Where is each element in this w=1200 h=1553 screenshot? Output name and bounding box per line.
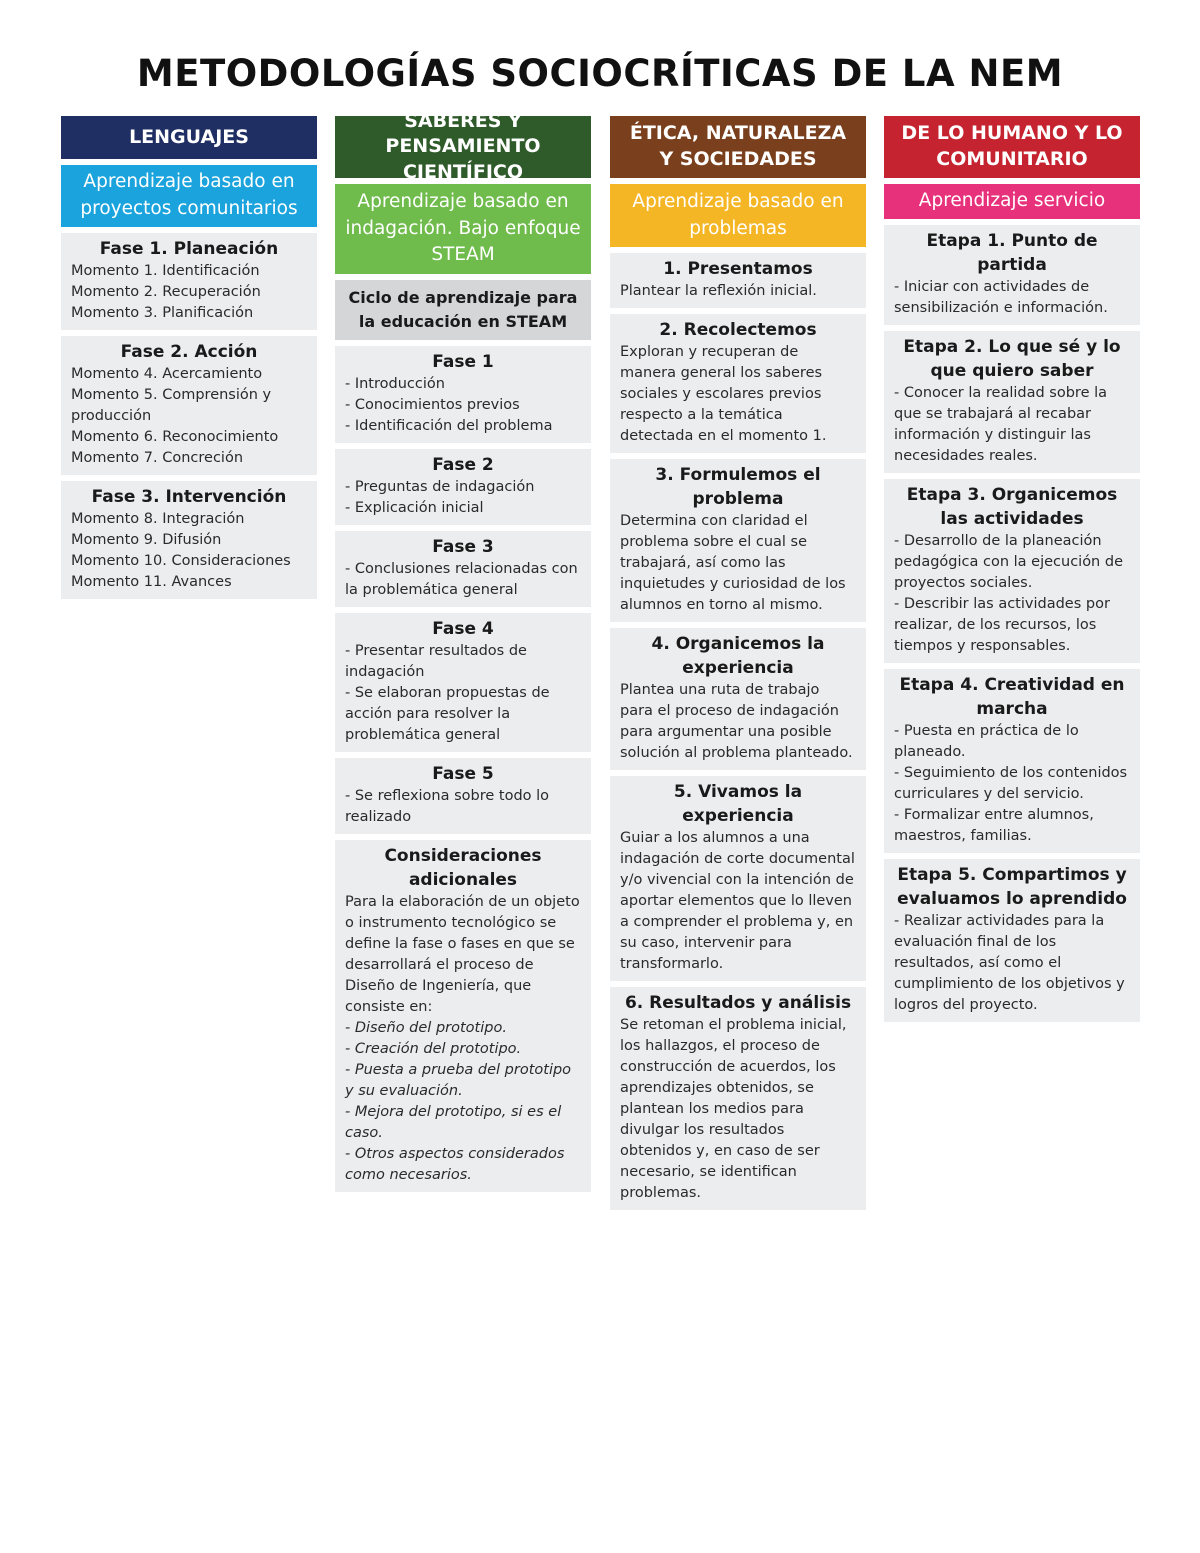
card-line: - Se reflexiona sobre todo lo realizado [345,788,550,825]
phase-card [335,449,591,525]
phase-card [61,233,317,330]
phase-card [335,758,591,834]
method-label: Aprendizaje basado en proyectos comunitarios [61,165,317,227]
area-header: SABERES Y PENSAMIENTO CIENTÍFICO [335,116,591,178]
card-title: 1. Presentamos [663,259,813,279]
card-title: Fase 2. Acción [120,342,258,362]
card-line: - Puesta en práctica de lo planeado. [894,723,1079,760]
method-label: Aprendizaje basado en problemas [610,184,866,247]
card-title: Consideraciones adicionales [384,846,542,890]
stage-card [884,669,1140,853]
card-title: Fase 2 [432,455,494,475]
card-line: Plantea una ruta de trabajo para el proceso de indagación para argumentar una posible solución al problema planteado. [620,682,853,761]
step-card [610,459,866,622]
card-line: Momento 7. Concreción [71,450,244,466]
card-line: Momento 11. Avances [71,574,232,590]
stage-card [884,859,1140,1022]
card-line: Guiar a los alumnos a una indagación de corte documental y/o vivencial con la intención de aportar elementos que lo lleven a comprender el problema y, en su caso, intervenir para transformarlo. [620,830,855,972]
card-line: - Se elaboran propuestas de acción para resolver la problemática general [345,685,550,743]
column-saberes [335,109,591,1192]
column-humano [884,116,1140,1022]
phase-card [335,613,591,752]
step-card [610,314,866,453]
card-line: - Describir las actividades por realizar, de los recursos, los tiempos y responsables. [894,596,1110,654]
card-line: - Preguntas de indagación [345,479,535,495]
card-line: - Introducción [345,376,445,392]
card-title: Etapa 3. Organicemos las actividades [906,485,1118,529]
card-title: Fase 3. Intervención [91,487,287,507]
area-header: LENGUAJES [61,116,317,159]
step-card [610,628,866,770]
considerations-card [335,840,591,1192]
column-etica [610,116,866,1210]
card-title: Etapa 4. Creatividad en marcha [899,675,1125,719]
method-label: Aprendizaje basado en indagación. Bajo enfoque STEAM [335,184,591,274]
card-line: - Otros aspectos considerados como necesarios. [345,1146,565,1183]
card-line: - Identificación del problema [345,418,553,434]
card-line: - Iniciar con actividades de sensibilización e información. [894,279,1108,316]
card-line: Momento 10. Consideraciones [71,553,291,569]
card-line: Se retoman el problema inicial, los hallazgos, el proceso de construcción de acuerdos, los aprendizajes obtenidos, se plantean los medios para divulgar los resultados obtenidos y, en caso de ser necesario, se identifican problemas. [620,1017,847,1201]
card-line: - Diseño del prototipo. [345,1020,507,1036]
card-line: Momento 8. Integración [71,511,245,527]
card-line: - Explicación inicial [345,500,484,516]
card-line: Momento 1. Identificación [71,263,260,279]
card-title: Fase 1 [432,352,494,372]
card-title: Fase 5 [432,764,494,784]
card-title: 4. Organicemos la experiencia [651,634,825,678]
card-title: Etapa 5. Compartimos y evaluamos lo aprendido [897,865,1127,909]
card-line: Determina con claridad el problema sobre el cual se trabajará, así como las inquietudes y curiosidad de los alumnos en torno al mismo. [620,513,846,613]
step-card [610,987,866,1210]
card-line: Momento 6. Reconocimiento [71,429,279,445]
card-line: Plantear la reflexión inicial. [620,283,817,299]
card-line: - Creación del prototipo. [345,1041,522,1057]
stage-card [884,479,1140,663]
card-line: - Conclusiones relacionadas con la problemática general [345,561,578,598]
card-title: Fase 3 [432,537,494,557]
column-lenguajes [61,116,317,599]
card-line: Momento 3. Planificación [71,305,254,321]
card-title: Fase 1. Planeación [99,239,279,259]
card-line: Momento 9. Difusión [71,532,222,548]
card-line: - Mejora del prototipo, si es el caso. [345,1104,562,1141]
phase-card [335,346,591,443]
card-line: - Formalizar entre alumnos, maestros, familias. [894,807,1094,844]
card-line: - Conocimientos previos [345,397,520,413]
phase-card [61,336,317,475]
area-header: ÉTICA, NATURALEZA Y SOCIEDADES [610,116,866,178]
stage-card [884,225,1140,325]
card-line: - Conocer la realidad sobre la que se trabajará al recabar información y distinguir las necesidades reales. [894,385,1108,464]
cycle-label: Ciclo de aprendizaje para la educación en STEAM [335,280,591,340]
card-title: 6. Resultados y análisis [624,993,852,1013]
card-line: Momento 5. Comprensión y producción [71,387,272,424]
card-line: - Seguimiento de los contenidos curriculares y del servicio. [894,765,1128,802]
card-title: Etapa 2. Lo que sé y lo que quiero saber [903,337,1121,381]
card-title: 3. Formulemos el problema [655,465,821,509]
step-card [610,776,866,981]
card-line: - Presentar resultados de indagación [345,643,527,680]
card-title: 5. Vivamos la experiencia [673,782,803,826]
card-title: 2. Recolectemos [659,320,817,340]
card-line: Momento 2. Recuperación [71,284,261,300]
page-title: METODOLOGÍAS SOCIOCRÍTICAS DE LA NEM [136,52,1064,95]
card-line: - Desarrollo de la planeación pedagógica con la ejecución de proyectos sociales. [894,533,1123,591]
card-title: Etapa 1. Punto de partida [926,231,1098,275]
phase-card [61,481,317,599]
card-title: Fase 4 [432,619,494,639]
card-line: Para la elaboración de un objeto o instrumento tecnológico se define la fase o fases en que se desarrollará el proceso de Diseño de Ingeniería, que consiste en: [345,894,580,1015]
phase-card [335,531,591,607]
card-line: Momento 4. Acercamiento [71,366,263,382]
card-line: - Puesta a prueba del prototipo y su evaluación. [345,1062,572,1099]
method-label: Aprendizaje servicio [884,184,1140,219]
stage-card [884,331,1140,473]
card-line: - Realizar actividades para la evaluación final de los resultados, así como el cumplimiento de los objetivos y logros del proyecto. [894,913,1125,1013]
card-line: Exploran y recuperan de manera general los saberes sociales y escolares previos respecto a la temática detectada en el momento 1. [620,344,827,444]
area-header: DE LO HUMANO Y LO COMUNITARIO [884,116,1140,178]
step-card [610,253,866,308]
